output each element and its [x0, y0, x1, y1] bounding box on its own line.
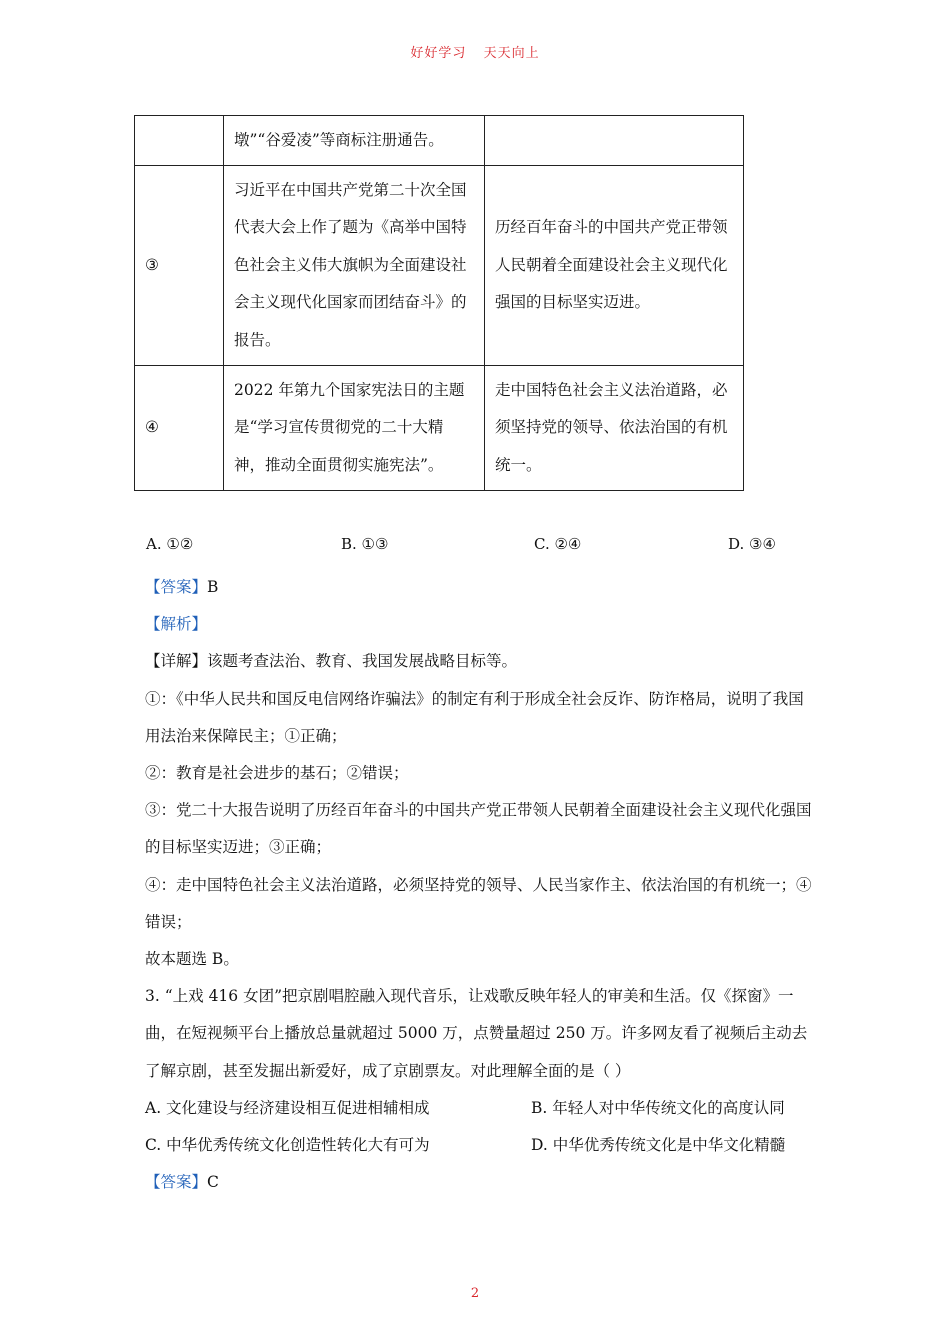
table-row — [135, 116, 744, 166]
q3-option-a: A. 文化建设与经济建设相互促进相辅相成 — [145, 1098, 430, 1117]
table-cell-view: 历经百年奋斗的中国共产党正带领人民朝着全面建设社会主义现代化强国的目标坚实迈进。 — [485, 166, 744, 366]
explanation-3: ③：党二十大报告说明了历经百年奋斗的中国共产党正带领人民朝着全面建设社会主义现代化强国的目标坚实迈进；③正确； — [145, 801, 812, 857]
explanation-1: ①：《中华人民共和国反电信网络诈骗法》的制定有利于形成全社会反诈、防诈格局，说明了我国用法治来保障民主；①正确； — [145, 689, 804, 745]
q3-stem: 3. “上戏 416 女团”把京剧唱腔融入现代音乐，让戏歌反映年轻人的审美和生活。仅《探窗》一曲，在短视频平台上播放总量就超过 5000 万，点赞量超过 250 万。许多网友看了视频后主动去了解京剧，甚至发掘出新爱好，成了京剧票友。对此理解全面的是（ ） — [145, 987, 808, 1080]
page-number: 2 — [470, 1286, 480, 1301]
q3-option-c: C. 中华优秀传统文化创造性转化大有可为 — [145, 1136, 430, 1155]
answer-value: B — [207, 578, 219, 596]
conclusion: 故本题选 B。 — [145, 950, 239, 969]
detail-tag: 【详解】 — [145, 652, 208, 671]
table-cell-event: 2022 年第九个国家宪法日的主题是“学习宣传贯彻党的二十大精神，推动全面贯彻实施宪法”。 — [224, 366, 485, 491]
table-cell-number — [135, 116, 224, 166]
q3-options-row2 — [145, 1127, 813, 1164]
q3-options-row1 — [145, 1090, 813, 1127]
explanation-4: ④：走中国特色社会主义法治道路，必须坚持党的领导、人民当家作主、依法治国的有机统一；④错误； — [145, 875, 812, 931]
table-cell-event: 墩”“谷爱凌”等商标注册通告。 — [224, 116, 485, 166]
answer-value: C — [207, 1173, 219, 1192]
option-c: C. ②④ — [534, 535, 582, 553]
solution-body — [145, 569, 813, 1201]
table-cell-event: 习近平在中国共产党第二十次全国代表大会上作了题为《高举中国特色社会主义伟大旗帜为全面建设社会主义现代化国家而团结奋斗》的报告。 — [224, 166, 485, 366]
q3-option-d: D. 中华优秀传统文化是中华文化精髓 — [531, 1136, 786, 1155]
header-right-text: 天天向上 — [483, 46, 540, 61]
q3-answer-line — [145, 1164, 813, 1201]
header-left-text: 好好学习 — [410, 46, 467, 61]
detail-text: 该题考查法治、教育、我国发展战略目标等。 — [207, 652, 518, 671]
table-cell-view — [485, 116, 744, 166]
table-cell-number: ③ — [135, 166, 224, 366]
q2-answer-line — [145, 569, 813, 606]
analysis-tag: 【解析】 — [145, 615, 208, 634]
option-d: D. ③④ — [728, 535, 776, 553]
table-cell-number: ④ — [135, 366, 224, 491]
answer-tag: 【答案】 — [145, 1173, 208, 1192]
q2-options — [146, 535, 806, 561]
table-cell-view: 走中国特色社会主义法治道路，必须坚持党的领导、依法治国的有机统一。 — [485, 366, 744, 491]
question-table — [134, 115, 744, 491]
table-row — [135, 166, 744, 366]
explanation-2: ②：教育是社会进步的基石；②错误； — [145, 764, 409, 783]
option-b: B. ①③ — [341, 535, 389, 553]
table-row — [135, 366, 744, 491]
q2-analysis-line — [145, 606, 813, 643]
q2-detail-line — [145, 643, 813, 680]
answer-tag: 【答案】 — [145, 578, 208, 596]
option-a: A. ①② — [146, 535, 194, 553]
page-header — [0, 42, 950, 61]
q3-option-b: B. 年轻人对中华传统文化的高度认同 — [531, 1098, 785, 1117]
